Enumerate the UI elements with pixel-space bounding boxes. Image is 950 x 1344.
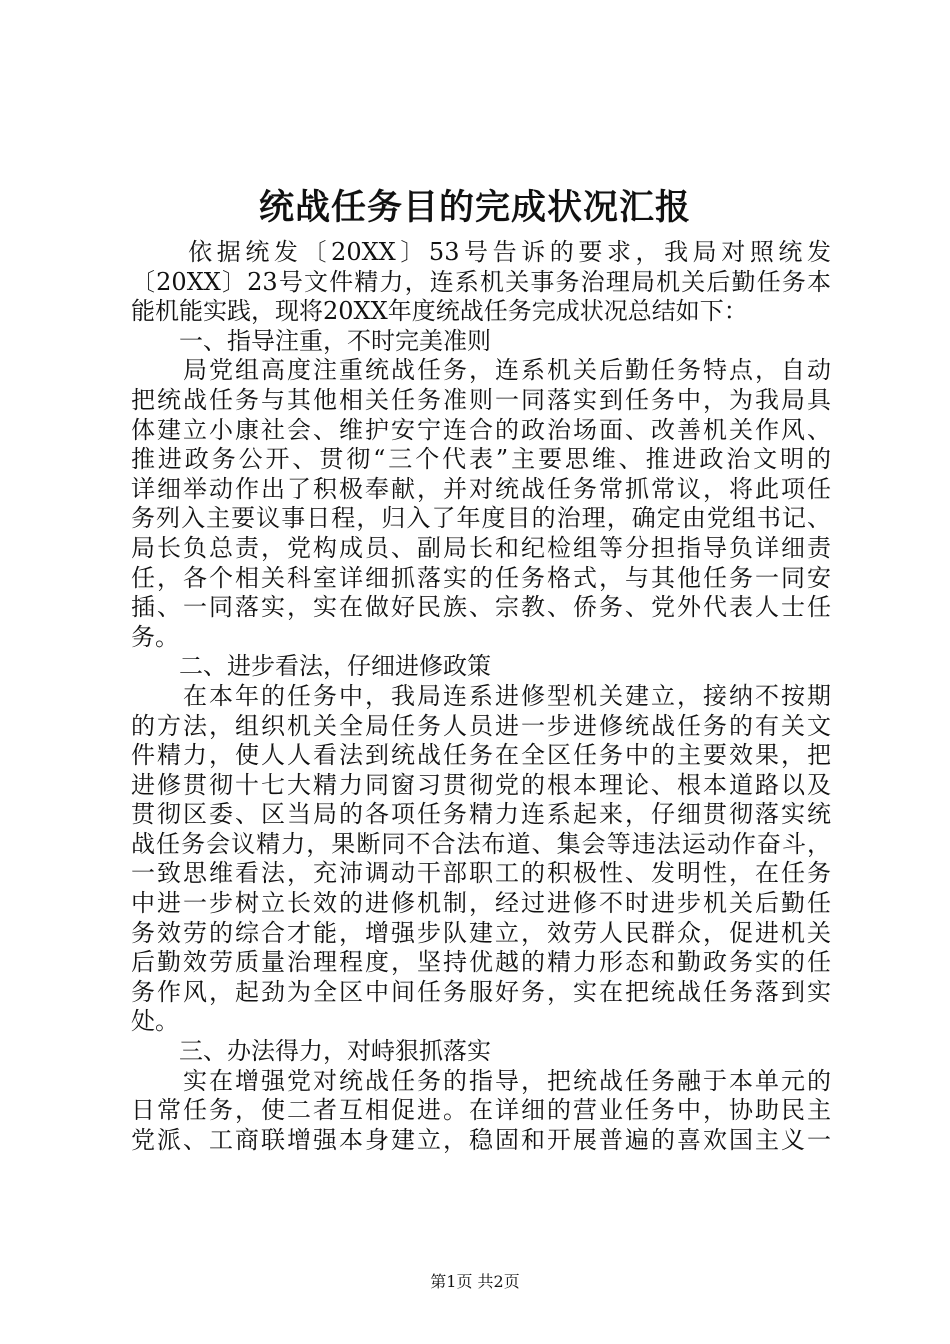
body-line: 实在增强党对统战任务的指导，把统战任务融于本单元的	[131, 1066, 831, 1095]
body-line: 务列入主要议事日程，归入了年度目的治理，确定由党组书记、	[131, 504, 831, 533]
body-line: 在本年的任务中，我局连系进修型机关建立，接纳不按期	[131, 681, 831, 710]
body-line: 局党组高度注重统战任务，连系机关后勤任务特点，自动	[131, 356, 831, 385]
body-line: 进修贯彻十七大精力同窗习贯彻党的根本理论、根本道路以及	[131, 770, 831, 799]
body-line: 处。	[131, 1007, 179, 1036]
section-heading-3: 三、办法得力，对峙狠抓落实	[131, 1037, 491, 1066]
body-line: 局长负总责，党构成员、副局长和纪检组等分担指导负详细责	[131, 533, 831, 562]
section-heading-1: 一、指导注重，不时完美准则	[131, 326, 491, 355]
body-line: 件精力，使人人看法到统战任务在全区任务中的主要效果，把	[131, 741, 831, 770]
body-line: 推进政务公开、贯彻“三个代表”主要思维、推进政治文明的	[131, 445, 831, 474]
document-body	[131, 238, 831, 1155]
body-line: 中进一步树立长效的进修机制，经过进修不时进步机关后勤任	[131, 889, 831, 918]
body-line: 党派、工商联增强本身建立，稳固和开展普遍的喜欢国主义一	[131, 1125, 831, 1154]
body-line: 能机能实践，现将20XX年度统战任务完成状况总结如下：	[131, 297, 748, 326]
body-line: 务作风，起劲为全区中间任务服好务，实在把统战任务落到实	[131, 977, 831, 1006]
body-line: 〔20XX〕23号文件精力，连系机关事务治理局机关后勤任务本	[131, 267, 831, 296]
body-line: 的方法，组织机关全局任务人员进一步进修统战任务的有关文	[131, 711, 831, 740]
body-line: 战任务会议精力，果断同不合法布道、集会等违法运动作奋斗，	[131, 829, 831, 858]
body-line: 详细举动作出了积极奉献，并对统战任务常抓常议，将此项任	[131, 474, 831, 503]
section-heading-2: 二、进步看法，仔细进修政策	[131, 652, 491, 681]
document-title: 统战任务目的完成状况汇报	[258, 188, 691, 228]
body-line: 后勤效劳质量治理程度，坚持优越的精力形态和勤政务实的任	[131, 948, 831, 977]
body-line: 贯彻区委、区当局的各项任务精力连系起来，仔细贯彻落实统	[131, 800, 831, 829]
body-line: 务效劳的综合才能，增强步队建立，效劳人民群众，促进机关	[131, 918, 831, 947]
body-line: 体建立小康社会、维护安宁连合的政治场面、改善机关作风、	[131, 415, 831, 444]
body-line: 日常任务，使二者互相促进。在详细的营业任务中，协助民主	[131, 1096, 831, 1125]
body-line: 插、一同落实，实在做好民族、宗教、侨务、党外代表人士任	[131, 593, 831, 622]
body-line: 务。	[131, 622, 179, 651]
body-line: 把统战任务与其他相关任务准则一同落实到任务中，为我局具	[131, 385, 831, 414]
page-footer: 第1页 共2页	[430, 1272, 520, 1291]
body-line: 任，各个相关科室详细抓落实的任务格式，与其他任务一同安	[131, 563, 831, 592]
body-line: 依据统发〔20XX〕53号告诉的要求，我局对照统发	[131, 238, 831, 266]
body-line: 一致思维看法，充沛调动干部职工的积极性、发明性，在任务	[131, 859, 831, 888]
